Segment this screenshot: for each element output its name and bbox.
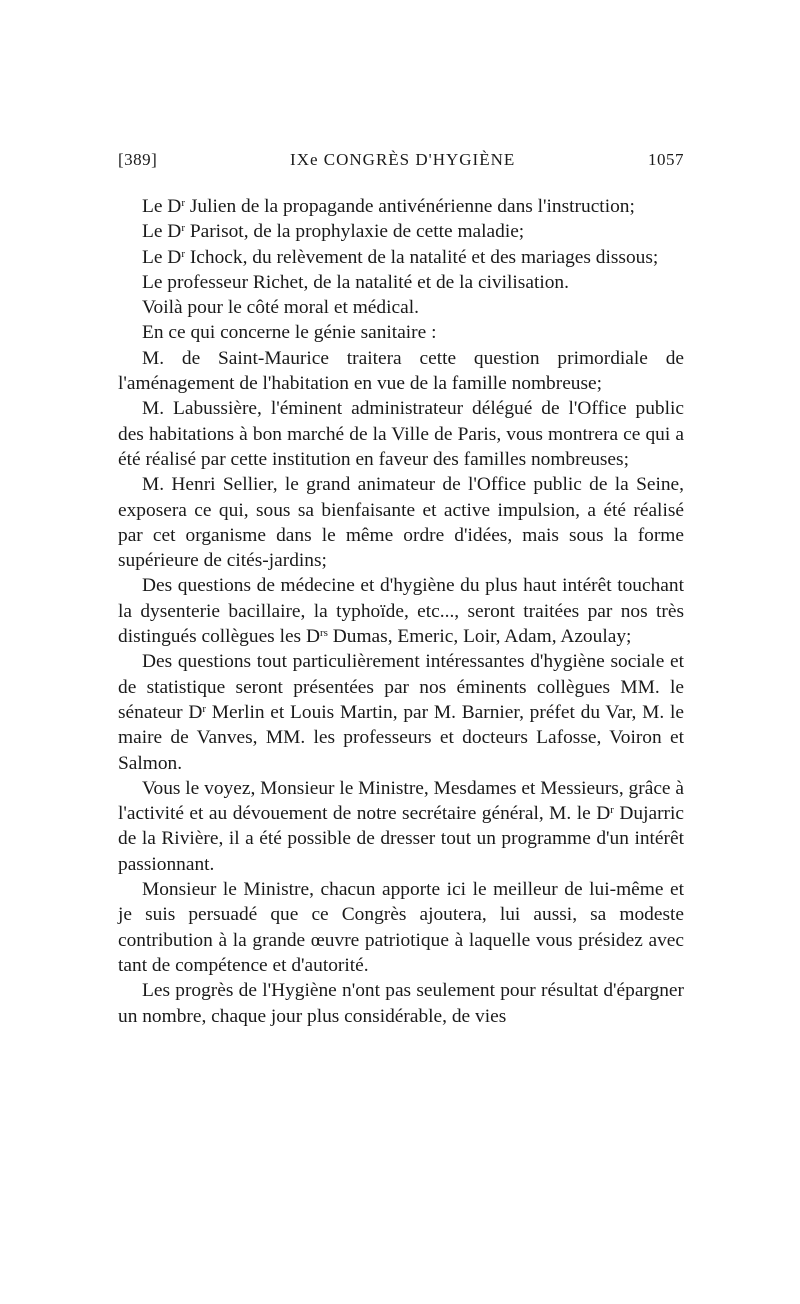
paragraph: Le $D^r$ Ichock, du relèvement de la natalité et des mariages dissous;	[142, 246, 659, 268]
book-page	[118, 150, 684, 1029]
page-number: 1057	[647, 150, 684, 169]
paragraph: Des questions de médecine et d'hygiène du plus haut intérêt touchant la dysenterie bacillaire, la typhoïde, etc..., seront traitées par nos très distingués collègues les $D^{rs}$ Dumas, Emeric, Loir, Adam, Azoulay;	[118, 575, 684, 648]
paragraph: Les progrès de l'Hygiène n'ont pas seulement pour résultat d'épargner un nombre, chaque jour plus considérable, de vies	[118, 980, 684, 1027]
paragraph: Monsieur le Ministre, chacun apporte ici le meilleur de lui-même et je suis persuadé que ce Congrès ajoutera, lui aussi, sa modeste contribution à la grande œuvre patriotique à laquelle vous présidez avec tant de compétence et d'autorité.	[118, 879, 684, 976]
paragraph: M. Labussière, l'éminent administrateur délégué de l'Office public des habitations à bon marché de la Ville de Paris, vous montrera ce qui a été réalisé par cette institution en faveur des familles nombreuses;	[118, 398, 684, 470]
paragraph: En ce qui concerne le génie sanitaire :	[142, 322, 437, 344]
paragraph: M. de Saint-Maurice traitera cette question primordiale de l'aménagement de l'habitation en vue de la famille nombreuse;	[118, 347, 684, 395]
paragraph: Des questions tout particulièrement intéressantes d'hygiène sociale et de statistique seront présentées par nos éminents collègues MM. le sénateur $D^r$ Merlin et Louis Martin, par M. Barnier, préfet du Var, M. le maire de Vanves, MM. les professeurs et docteurs Lafosse, Voiron et Salmon.	[118, 651, 684, 774]
paragraph: Le $D^r$ Julien de la propagande antivénérienne dans l'instruction;	[142, 196, 635, 217]
paragraph: Vous le voyez, Monsieur le Ministre, Mesdames et Messieurs, grâce à l'activité et au dévouement de notre secrétaire général, M. le $D^r$ Dujarric de la Rivière, il a été possible de dresser tout un programme d'un intérêt passionnant.	[118, 777, 684, 875]
running-header	[118, 150, 684, 180]
paragraph: M. Henri Sellier, le grand animateur de l'Office public de la Seine, exposera ce qui, sous sa bienfaisante et active impulsion, a été réalisé par cet organisme dans le même ordre d'idées, mais sous la forme supérieure de cités-jardins;	[118, 474, 684, 572]
page-reference: [389]	[118, 150, 158, 169]
running-title: IXe CONGRÈS D'HYGIÈNE	[290, 150, 516, 169]
paragraph: Voilà pour le côté moral et médical.	[142, 297, 419, 319]
body-text	[118, 194, 684, 1029]
paragraph: Le professeur Richet, de la natalité et de la civilisation.	[142, 271, 569, 293]
paragraph: Le $D^r$ Parisot, de la prophylaxie de cette maladie;	[142, 221, 525, 243]
